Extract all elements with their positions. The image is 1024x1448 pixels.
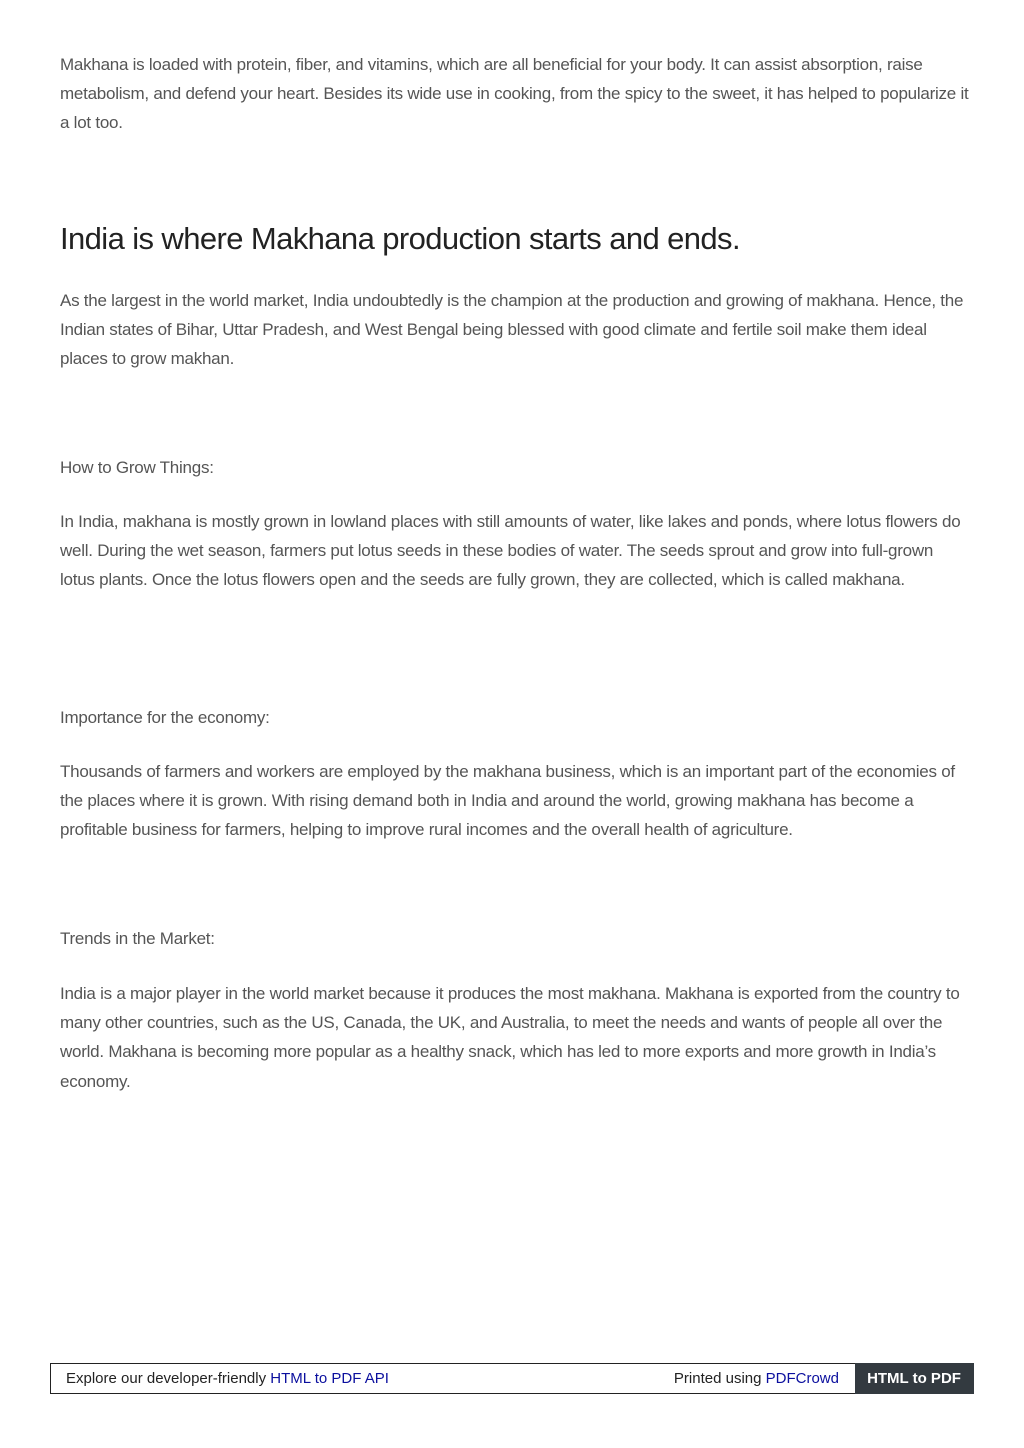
market-paragraph: India is a major player in the world market because it produces the most makhana. Makhana is exported from the country to many other countries, such as the US, Canada, the UK, and Australia, to meet the needs and wants of people all over the world. Makhana is becoming more popular as a healthy snack, which has led to more exports and more growth in India’s economy. [60, 984, 960, 1091]
pdfcrowd-link[interactable]: PDFCrowd [765, 1370, 839, 1387]
section-heading: India is where Makhana production starts and ends. [60, 221, 740, 256]
footer-explore-text: Explore our developer-friendly [66, 1370, 271, 1387]
intro-paragraph: Makhana is loaded with protein, fiber, and vitamins, which are all beneficial for your body. It can assist absorption, raise metabolism, and defend your heart. Besides its wide use in cooking, from the spicy to the sweet, it has helped to popularize it a lot too. [60, 55, 969, 133]
economy-paragraph: Thousands of farmers and workers are employed by the makhana business, which is an important part of the economies of the places where it is grown. With rising demand both in India and around the world, growing makhana has become a profitable business for farmers, helping to improve rural incomes and the overall health of agriculture. [60, 762, 955, 840]
footer-printed [674, 1370, 839, 1387]
html-to-pdf-badge[interactable]: HTML to PDF [855, 1363, 974, 1394]
production-paragraph: As the largest in the world market, India undoubtedly is the champion at the production and growing of makhana. Hence, the Indian states of Bihar, Uttar Pradesh, and West Bengal being blessed with good climate and fertile soil make them ideal places to grow makhan. [60, 291, 964, 369]
grow-paragraph: In India, makhana is mostly grown in lowland places with still amounts of water, like lakes and ponds, where lotus flowers do well. During the wet season, farmers put lotus seeds in these bodies of water. The seeds sprout and grow into full-grown lotus plants. Once the lotus flowers open and the seeds are fully grown, they are collected, which is called makhana. [60, 512, 961, 590]
subheading-economy: Importance for the economy: [60, 708, 270, 727]
footer-explore [66, 1370, 389, 1387]
footer-printed-text: Printed using [673, 1370, 766, 1387]
subheading-market: Trends in the Market: [60, 929, 215, 948]
subheading-grow: How to Grow Things: [60, 458, 214, 477]
pdfcrowd-footer [50, 1363, 973, 1394]
html-to-pdf-api-link[interactable]: HTML to PDF API [270, 1370, 389, 1387]
